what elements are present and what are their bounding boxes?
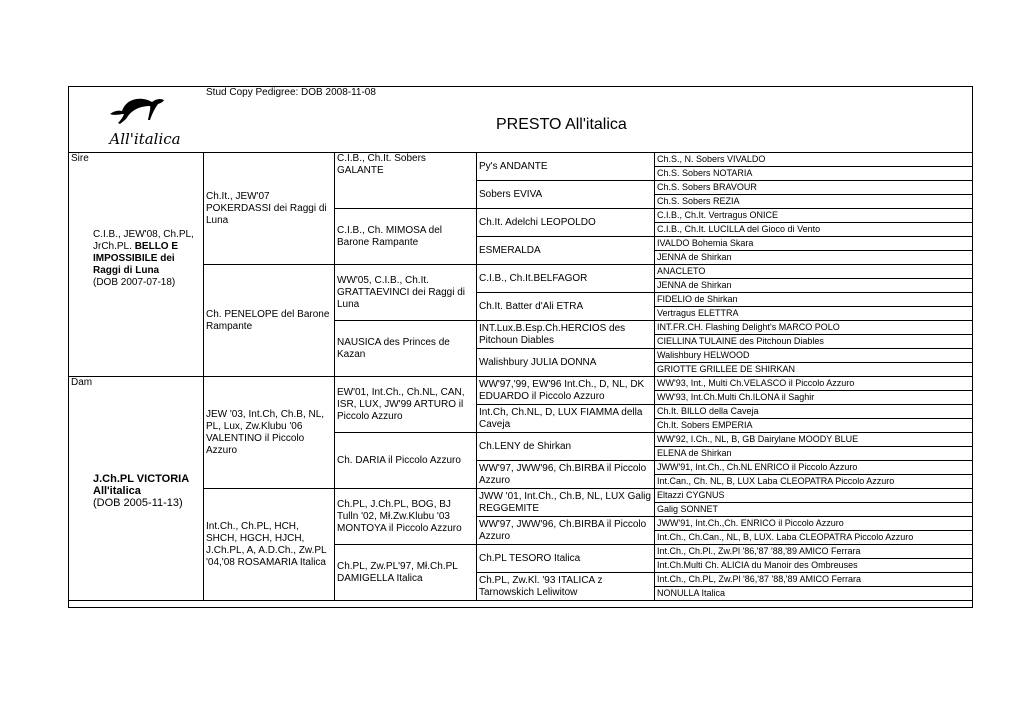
dam-g3-3: Ch.PL, J.Ch.PL, BOG, BJ Tulln '02, Mł.Zw.Klubu '03 MONTOYA il Piccolo Azzuro [335, 489, 477, 545]
dam-g2-dam: Int.Ch., Ch.PL, HCH, SHCH, HGCH, HJCH, J.Ch.PL, A, A.D.Ch., Zw.PL '04,'08 ROSAMARIA Italica [204, 489, 335, 601]
sire-g2-dam: Ch. PENELOPE del Barone Rampante [204, 265, 335, 377]
dam-g5-1: WW'93, Int., Multi Ch.VELASCO il Piccolo Azzuro [655, 377, 973, 391]
dam-g5-5: WW'92, I.Ch., NL, B, GB Dairylane MOODY BLUE [655, 433, 973, 447]
greyhound-icon [108, 94, 170, 130]
dam-g5-15: Int.Ch., Ch.PL, Zw.Pl '86,'87 '88,'89 AMICO Ferrara [655, 573, 973, 587]
sire-g4-2: Sobers EVIVA [477, 181, 655, 209]
sire-g3-4: NAUSICA des Princes de Kazan [335, 321, 477, 377]
sire-dob: (DOB 2007-07-18) [93, 277, 176, 288]
pedigree-table [68, 152, 973, 601]
dam-g5-4: Ch.It. Sobers EMPERIA [655, 419, 973, 433]
sire-g3-1: C.I.B., Ch.It. Sobers GALANTE [335, 153, 477, 209]
sire-g5-9: ANACLETO [655, 265, 973, 279]
dam-g4-2: Int.Ch, Ch.NL, D, LUX FIAMMA della Caveja [477, 405, 655, 433]
dam-g4-5: JWW '01, Int.Ch., Ch.B, NL, LUX Galig REGGEMITE [477, 489, 655, 517]
dam-name-bold: J.Ch.PL VICTORIA All'italica [93, 473, 189, 497]
sire-g5-6: C.I.B., Ch.It. LUCILLA del Gioco di Vento [655, 223, 973, 237]
logo-text: All'italica [109, 130, 181, 148]
dam-g4-1: WW'97,'99, EW'96 Int.Ch., D, NL, DK EDUARDO il Piccolo Azzuro [477, 377, 655, 405]
dam-g5-16: NONULLA Italica [655, 587, 973, 601]
sire-name-bold: BELLO E IMPOSSIBILE dei Raggi di Luna [93, 241, 179, 276]
sire-g5-8: JENNA de Shirkan [655, 251, 973, 265]
sire-g5-11: FIDELIO de Shirkan [655, 293, 973, 307]
sire-titles: C.I.B., JEW'08, Ch.PL, JrCh.PL. [93, 229, 194, 252]
dam-g2-sire: JEW '03, Int.Ch, Ch.B, NL, PL, Lux, Zw.Klubu '06 VALENTINO il Piccolo Azzuro [204, 377, 335, 489]
sire-g5-13: INT.FR.CH. Flashing Delight's MARCO POLO [655, 321, 973, 335]
kennel-logo [100, 94, 190, 150]
dam-g5-7: JWW'91, Int.Ch., Ch.NL ENRICO il Piccolo Azzuro [655, 461, 973, 475]
dam-g3-1: EW'01, Int.Ch., Ch.NL, CAN, ISR, LUX, JW'99 ARTURO il Piccolo Azzuro [335, 377, 477, 433]
dam-g5-2: WW'93, Int.Ch.Multi Ch.ILONA il Saghir [655, 391, 973, 405]
dam-cell [69, 377, 204, 601]
dam-dob: (DOB 2005-11-13) [93, 497, 183, 509]
sire-g5-4: Ch.S. Sobers REZIA [655, 195, 973, 209]
sire-g5-10: JENNA de Shirkan [655, 279, 973, 293]
sire-g4-4: ESMERALDA [477, 237, 655, 265]
sire-g5-5: C.I.B., Ch.It. Vertragus ONICE [655, 209, 973, 223]
dam-g5-9: Eltazzi CYGNUS [655, 489, 973, 503]
dam-g5-11: JWW'91, Int.Ch.,Ch. ENRICO il Piccolo Azzuro [655, 517, 973, 531]
dam-g5-8: Int.Can., Ch. NL, B, LUX Laba CLEOPATRA Piccolo Azzuro [655, 475, 973, 489]
sire-g5-15: Walishbury HELWOOD [655, 349, 973, 363]
sire-g4-3: Ch.It. Adelchi LEOPOLDO [477, 209, 655, 237]
sire-g4-1: Py's ANDANTE [477, 153, 655, 181]
pedigree-row [69, 377, 973, 391]
dam-g4-8: Ch.PL, Zw.Kl. '93 ITALICA z Tarnowskich Leliwitow [477, 573, 655, 601]
sire-g2-sire: Ch.It., JEW'07 POKERDASSI dei Raggi di Luna [204, 153, 335, 265]
dam-g5-12: Int.Ch., Ch.Can., NL, B, LUX. Laba CLEOPATRA Piccolo Azzuro [655, 531, 973, 545]
dam-g4-3: Ch.LENY de Shirkan [477, 433, 655, 461]
dam-g4-4: WW'97, JWW'96, Ch.BIRBA il Piccolo Azzuro [477, 461, 655, 489]
sire-g4-6: Ch.It. Batter d'Ali ETRA [477, 293, 655, 321]
sire-label: Sire [71, 153, 89, 164]
pedigree-row [69, 265, 973, 279]
sire-g3-2: C.I.B., Ch. MIMOSA del Barone Rampante [335, 209, 477, 265]
dam-g4-7: Ch.PL TESORO Italica [477, 545, 655, 573]
sire-name [93, 229, 201, 289]
sire-g5-2: Ch.S. Sobers NOTARIA [655, 167, 973, 181]
page-title: PRESTO All'italica [496, 116, 627, 133]
pedigree-row [69, 489, 973, 503]
sire-g5-1: Ch.S., N. Sobers VIVALDO [655, 153, 973, 167]
dam-g4-6: WW'97, JWW'96, Ch.BIRBA il Piccolo Azzuro [477, 517, 655, 545]
sire-cell [69, 153, 204, 377]
dam-g5-14: Int.Ch.Multi Ch. ALICIA du Manoir des Ombreuses [655, 559, 973, 573]
sire-g4-5: C.I.B., Ch.It.BELFAGOR [477, 265, 655, 293]
dam-g3-2: Ch. DARIA il Piccolo Azzuro [335, 433, 477, 489]
pedigree-row [69, 153, 973, 167]
sire-g5-7: IVALDO Bohemia Skara [655, 237, 973, 251]
sire-g4-7: INT.Lux.B.Esp.Ch.HERCIOS des Pitchoun Diables [477, 321, 655, 349]
document-header-line: Stud Copy Pedigree: DOB 2008-11-08 [206, 87, 376, 98]
sire-g5-12: Vertragus ELETTRA [655, 307, 973, 321]
sire-g3-3: WW'05, C.I.B., Ch.It. GRATTAEVINCI dei Raggi di Luna [335, 265, 477, 321]
dam-g3-4: Ch.PL, Zw.PL'97, Mł.Ch.PL DAMIGELLA Italica [335, 545, 477, 601]
sire-g5-3: Ch.S. Sobers BRAVOUR [655, 181, 973, 195]
dam-g5-6: ELENA de Shirkan [655, 447, 973, 461]
dam-g5-3: Ch.It. BILLO della Caveja [655, 405, 973, 419]
dam-g5-10: Galig SONNET [655, 503, 973, 517]
sire-g4-8: Walishbury JULIA DONNA [477, 349, 655, 377]
sire-g5-14: CIELLINA TULAINE des Pitchoun Diables [655, 335, 973, 349]
dam-g5-13: Int.Ch., Ch.Pl., Zw.Pl '86,'87 '88,'89 AMICO Ferrara [655, 545, 973, 559]
sire-g5-16: GRIOTTE GRILLEE DE SHIRKAN [655, 363, 973, 377]
dam-label: Dam [71, 377, 93, 388]
dam-name [93, 473, 201, 509]
